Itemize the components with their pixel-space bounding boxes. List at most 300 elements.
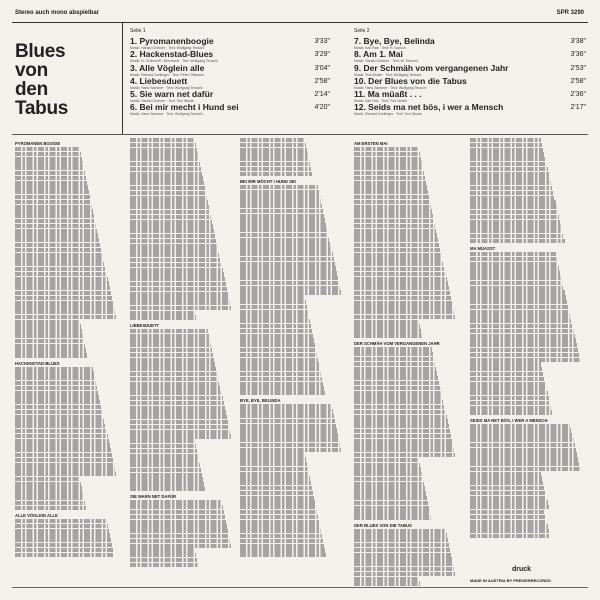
lyrics-line — [470, 424, 570, 428]
title-line: Blues — [15, 41, 66, 62]
lyrics-line — [470, 276, 561, 280]
lyrics-line — [354, 291, 450, 295]
lyrics-line — [470, 338, 576, 342]
lyrics-line — [130, 282, 226, 286]
lyrics-line — [240, 143, 306, 147]
lyrics-line — [130, 449, 197, 453]
lyrics-line — [130, 372, 217, 376]
lyrics-line — [15, 205, 92, 209]
lyrics-line — [470, 186, 552, 190]
lyrics-line — [354, 453, 455, 457]
track-title: 3. Alle Vöglein alle — [130, 62, 205, 73]
lyrics-line — [470, 148, 543, 152]
track-duration: 3'36" — [570, 51, 586, 59]
lyrics-line — [240, 481, 311, 485]
lyrics-line — [240, 138, 304, 142]
track-title: 8. Am 1. Mai — [354, 49, 403, 60]
lyrics-line — [470, 534, 550, 538]
track-row — [354, 77, 586, 90]
track-row — [354, 103, 586, 116]
lyrics-line — [354, 386, 440, 390]
lyrics-line — [15, 348, 86, 352]
lyrics-heading: PYROMANEN BOOGIE — [15, 141, 61, 146]
lyrics-line — [130, 377, 218, 381]
track-credit: Musik: Richard Dreilinger · Text: Toni Wuste — [354, 112, 422, 117]
track-duration: 3'38" — [570, 38, 586, 45]
lyrics-line — [354, 415, 447, 419]
lyrics-line — [15, 224, 96, 228]
title-line: von — [15, 60, 48, 81]
lyrics-line — [15, 171, 85, 175]
lyrics-line — [15, 529, 109, 533]
track-row — [354, 64, 586, 77]
lyrics-line — [130, 224, 213, 228]
lyrics-line — [354, 506, 429, 510]
lyrics-line — [240, 185, 318, 189]
lyrics-heading: BEI MIR MÖCHT I HUND SEI — [240, 178, 296, 184]
lyrics-line — [354, 362, 435, 366]
lyrics-line — [240, 343, 315, 347]
lyrics-line — [470, 295, 566, 299]
lyrics-line — [240, 496, 314, 500]
lyrics-line — [354, 376, 438, 380]
lyrics-line — [354, 157, 421, 161]
lyrics-line — [354, 548, 450, 552]
lyrics-line — [470, 310, 569, 314]
lyrics-line — [470, 334, 575, 338]
lyrics-line — [354, 224, 435, 228]
lyrics-line — [470, 305, 568, 309]
lyrics-line — [354, 166, 423, 170]
lyrics-line — [354, 329, 421, 333]
lyrics-line — [15, 296, 112, 300]
lyrics-line — [354, 171, 424, 175]
lyrics-line — [240, 148, 307, 152]
lyrics-heading: SEIDS MA NET BÖS, I WER A MENSCH — [470, 417, 548, 423]
lyrics-line — [354, 467, 421, 471]
track-credit: Musik: Hans Sammer · Text: Wolfgang Teuschl — [354, 85, 427, 90]
lyrics-heading: DER SCHMÄH VOM VERGANGENEN JAHR — [354, 341, 440, 347]
catalog-number: SPR 3290 — [556, 10, 584, 16]
lyrics-line — [354, 448, 454, 452]
lyrics-line — [354, 310, 454, 314]
lyrics-line — [130, 210, 210, 214]
track-title: 1. Pyromanenboogie — [130, 36, 214, 46]
lyrics-line — [354, 214, 433, 218]
lyrics-line — [240, 419, 335, 423]
lyrics-line — [240, 334, 313, 338]
track-title: 5. Sie warn net dafür — [130, 89, 214, 100]
lyrics-line — [240, 223, 326, 227]
lyrics-line — [240, 377, 322, 381]
lyrics-line — [354, 515, 431, 519]
lyrics-line — [354, 219, 434, 223]
track-credit: Musik: Toni Wuste · Text: Wolfgang Teuschl — [354, 72, 422, 77]
lyrics-line — [130, 301, 230, 305]
lyrics-line — [130, 292, 228, 296]
lyrics-line — [15, 200, 91, 204]
lyrics-line — [240, 491, 313, 495]
lyrics-line — [354, 267, 444, 271]
track-row — [130, 64, 330, 77]
lyrics-line — [240, 247, 332, 251]
track-title: 9. Der Schmäh vom vergangenen Jahr — [354, 62, 509, 73]
lyrics-line — [15, 339, 84, 343]
lyrics-line — [240, 544, 324, 548]
lyrics-line — [130, 558, 197, 562]
lyrics-line — [354, 538, 448, 542]
lyrics-line — [15, 277, 108, 281]
lyrics-line — [15, 272, 107, 276]
lyrics-line — [240, 310, 308, 314]
lyrics-line — [15, 548, 113, 552]
lyrics-line — [470, 138, 541, 142]
lyrics-line — [470, 205, 557, 209]
lyrics-line — [354, 424, 449, 428]
lyrics-line — [130, 338, 210, 342]
lyrics-line — [130, 244, 217, 248]
lyrics-line — [240, 214, 324, 218]
lyrics-line — [130, 529, 228, 533]
lyrics-line — [240, 262, 335, 266]
lyrics-line — [15, 472, 116, 476]
lyrics-line — [354, 477, 423, 481]
lyrics-line — [354, 185, 427, 189]
lyrics-line — [15, 334, 83, 338]
lyrics-line — [15, 214, 94, 218]
lyrics-column-5 — [470, 138, 584, 590]
lyrics-line — [354, 253, 441, 257]
lyrics-line — [130, 343, 211, 347]
lyrics-line — [15, 400, 100, 404]
lyrics-line — [15, 329, 82, 333]
lyrics-line — [354, 429, 450, 433]
lyrics-line — [354, 272, 446, 276]
lyrics-line — [130, 439, 194, 443]
lyrics-line — [130, 386, 220, 390]
lyrics-line — [354, 533, 447, 537]
lyrics-line — [15, 415, 103, 419]
lyrics-line — [240, 433, 338, 437]
lyrics-line — [470, 215, 559, 219]
lyrics-line — [354, 229, 436, 233]
track-credit: Musik: Hans Sammer · Text: Wolfgang Teuschl — [130, 112, 203, 117]
side-2-tracklist — [354, 28, 586, 117]
lyrics-line — [470, 433, 573, 437]
lyrics-line — [470, 524, 548, 528]
lyrics-line — [240, 524, 320, 528]
title-line: den — [15, 79, 48, 100]
lyrics-heading: HACKENSTAD-BLUES — [15, 360, 60, 366]
lyrics-line — [240, 157, 309, 161]
lyrics-line — [354, 305, 453, 309]
track-row — [354, 37, 586, 50]
track-duration: 2'58" — [314, 77, 330, 85]
lyrics-line — [15, 248, 101, 252]
lyrics-line — [130, 415, 227, 419]
lyrics-line — [130, 186, 205, 190]
lyrics-line — [15, 463, 114, 467]
lyrics-line — [240, 457, 306, 461]
lyrics-line — [354, 257, 442, 261]
lyrics-line — [15, 305, 114, 309]
lyrics-line — [240, 252, 333, 256]
lyrics-line — [130, 430, 230, 434]
track-row — [130, 77, 330, 90]
lyrics-line — [15, 477, 79, 481]
lyrics-line — [130, 200, 208, 204]
lyrics-line — [470, 319, 571, 323]
track-duration: 3'04" — [314, 64, 330, 72]
lyrics-line — [15, 386, 97, 390]
lyrics-line — [130, 306, 231, 310]
printer-logo: druck — [512, 566, 532, 573]
lyrics-line — [354, 315, 455, 319]
lyrics-line — [354, 577, 418, 581]
track-title: 6. Bei mir mecht i Hund sei — [130, 102, 239, 113]
lyrics-line — [15, 190, 89, 194]
lyrics-line — [470, 391, 548, 395]
lyrics-line — [15, 395, 99, 399]
lyrics-line — [15, 233, 98, 237]
lyrics-line — [354, 501, 428, 505]
lyrics-line — [130, 143, 196, 147]
lyrics-line — [240, 162, 310, 166]
lyrics-line — [15, 533, 110, 537]
lyrics-line — [354, 486, 425, 490]
lyrics-line — [130, 172, 202, 176]
lyrics-line — [130, 263, 222, 267]
lyrics-line — [130, 277, 225, 281]
lyrics-line — [15, 496, 84, 500]
title-line: Tabus — [15, 98, 69, 119]
lyrics-line — [130, 181, 204, 185]
lyrics-line — [354, 320, 418, 324]
bottom-rule — [12, 587, 588, 588]
lyrics-line — [470, 271, 560, 275]
lyrics-line — [470, 472, 541, 476]
lyrics-line — [354, 352, 433, 356]
lyrics-line — [130, 458, 199, 462]
lyrics-line — [354, 496, 427, 500]
lyrics-line — [354, 391, 441, 395]
lyrics-line — [354, 347, 432, 351]
track-duration: 4'20" — [314, 104, 330, 112]
lyrics-line — [354, 262, 443, 266]
lyrics-line — [470, 220, 560, 224]
lyrics-line — [354, 334, 422, 338]
track-credit: Musik: Karl Rak · Text: H. Gursch — [354, 46, 406, 50]
lyrics-line — [15, 538, 111, 542]
lyrics-line — [470, 382, 545, 386]
lyrics-column-2 — [130, 138, 234, 590]
lyrics-line — [354, 491, 426, 495]
stereo-note: Stereo auch mono abspielbar — [15, 10, 100, 16]
lyrics-line — [240, 209, 323, 213]
lyrics-line — [470, 324, 573, 328]
lyrics-line — [130, 248, 218, 252]
lyrics-line — [240, 194, 320, 198]
lyrics-line — [470, 486, 544, 490]
lyrics-line — [470, 290, 565, 294]
lyrics-line — [354, 301, 452, 305]
made-in-note: MADE IN AUSTRIA BY PREISERRECORDS — [470, 578, 551, 583]
side-label: Seite 2 — [354, 28, 370, 34]
lyrics-line — [354, 410, 446, 414]
lyrics-line — [470, 372, 543, 376]
lyrics-line — [240, 353, 317, 357]
lyrics-line — [240, 486, 312, 490]
lyrics-line — [15, 315, 116, 319]
lyrics-line — [240, 372, 321, 376]
lyrics-line — [240, 324, 311, 328]
lyrics-line — [354, 367, 436, 371]
lyrics-line — [130, 162, 200, 166]
lyrics-line — [130, 548, 194, 552]
lyrics-line — [130, 315, 196, 319]
lyrics-line — [240, 300, 306, 304]
lyrics-line — [15, 439, 109, 443]
lyrics-line — [130, 553, 196, 557]
track-title: 11. Ma müaßt . . . — [354, 89, 422, 100]
lyrics-line — [130, 510, 224, 514]
lyrics-line — [354, 581, 420, 585]
lyrics-line — [240, 314, 309, 318]
lyrics-line — [240, 367, 320, 371]
lyrics-line — [15, 501, 85, 505]
lyrics-line — [240, 218, 325, 222]
lyrics-line — [470, 496, 546, 500]
lyrics-line — [130, 477, 203, 481]
lyrics-line — [470, 143, 542, 147]
lyrics-line — [240, 553, 326, 557]
lyrics-line — [240, 452, 304, 456]
lyrics-line — [130, 482, 204, 486]
lyrics-line — [354, 233, 437, 237]
lyrics-line — [15, 458, 113, 462]
lyrics-line — [15, 448, 111, 452]
lyrics-line — [240, 290, 341, 294]
lyrics-line — [470, 329, 574, 333]
lyrics-line — [470, 438, 574, 442]
lyrics-line — [240, 529, 321, 533]
lyrics-line — [354, 147, 418, 151]
lyrics-line — [15, 553, 114, 557]
lyrics-heading: MA MÜASST — [470, 246, 496, 252]
lyrics-line — [15, 253, 102, 257]
lyrics-heading: SIE WARN NET DAFÜR — [130, 494, 177, 500]
lyrics-line — [130, 534, 229, 538]
lyrics-line — [470, 520, 546, 524]
track-title: 7. Bye, Bye, Belinda — [354, 36, 435, 46]
track-row — [130, 103, 330, 116]
lyrics-line — [240, 500, 315, 504]
lyrics-line — [354, 439, 452, 443]
lyrics-line — [354, 567, 454, 571]
lyrics-line — [15, 152, 81, 156]
lyrics-line — [354, 381, 439, 385]
lyrics-line — [130, 138, 194, 142]
track-duration: 2'58" — [570, 77, 586, 85]
lyrics-line — [240, 505, 316, 509]
lyrics-line — [15, 310, 115, 314]
lyrics-line — [240, 233, 328, 237]
lyrics-line — [470, 191, 553, 195]
lyrics-line — [15, 257, 103, 261]
lyrics-line — [470, 257, 557, 261]
lyrics-line — [240, 338, 314, 342]
lyrics-heading: DER BLUES VON DIE TABUS — [354, 522, 412, 528]
track-credit: Musik: Harald Gröbner · Text: Wolfgang Teuschl — [130, 46, 205, 50]
lyrics-line — [15, 291, 111, 295]
lyrics-line — [354, 152, 420, 156]
track-title: 4. Liebesduett — [130, 75, 188, 86]
lyrics-line — [15, 353, 87, 357]
lyrics-line — [470, 452, 577, 456]
lyrics-line — [470, 476, 542, 480]
lyrics-line — [15, 453, 112, 457]
lyrics-line — [240, 510, 317, 514]
lyrics-line — [130, 157, 199, 161]
lyrics-line — [470, 281, 562, 285]
lyrics-line — [240, 548, 325, 552]
lyrics-line — [240, 228, 327, 232]
lyrics-line — [130, 234, 215, 238]
lyrics-line — [130, 329, 208, 333]
track-duration: 2'36" — [570, 91, 586, 99]
lyrics-line — [470, 262, 558, 266]
lyrics-line — [470, 353, 579, 357]
lyrics-line — [15, 243, 100, 247]
lyrics-line — [470, 196, 554, 200]
lyrics-line — [240, 238, 329, 242]
lyrics-line — [470, 467, 581, 471]
lyrics-line — [15, 157, 82, 161]
lyrics-line — [354, 195, 429, 199]
lyrics-line — [354, 562, 453, 566]
lyrics-line — [354, 543, 449, 547]
lyrics-line — [130, 334, 209, 338]
lyrics-line — [130, 205, 209, 209]
lyrics-line — [240, 382, 323, 386]
lyrics-line — [130, 239, 216, 243]
lyrics-line — [240, 305, 307, 309]
lyrics-line — [354, 281, 448, 285]
lyrics-line — [470, 510, 544, 514]
lyrics-line — [130, 420, 228, 424]
lyrics-line — [130, 220, 212, 224]
lyrics-line — [470, 229, 562, 233]
lyrics-line — [240, 199, 321, 203]
lyrics-line — [354, 434, 451, 438]
lyrics-line — [240, 476, 310, 480]
lyrics-line — [240, 462, 307, 466]
lyrics-line — [470, 448, 576, 452]
side-label: Seite 1 — [130, 28, 146, 34]
lyrics-line — [130, 500, 222, 504]
lyrics-line — [240, 448, 341, 452]
lyrics-line — [15, 301, 113, 305]
lyrics-line — [130, 454, 198, 458]
track-credit: Musik: Harald Gröbner · Text: W. Teuschl — [354, 59, 418, 64]
title-divider — [122, 22, 123, 134]
lyrics-line — [240, 520, 319, 524]
lyrics-line — [15, 238, 99, 242]
lyrics-line — [130, 515, 225, 519]
lyrics-line — [240, 467, 308, 471]
lyrics-line — [470, 300, 567, 304]
track-credit: Musik: Hans Sammer · Text: Wolfgang Teuschl — [130, 85, 203, 90]
